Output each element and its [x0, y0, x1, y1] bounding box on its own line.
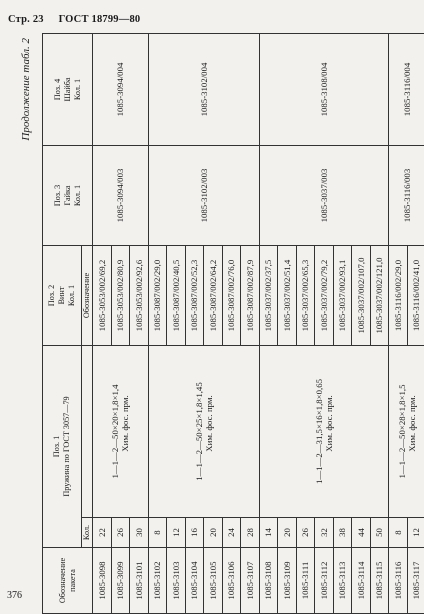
- package-designation: 1085-3105: [204, 548, 223, 614]
- package-designation: 1085-3102: [148, 548, 167, 614]
- table-row: [389, 34, 408, 614]
- package-designation: 1085-3116: [389, 548, 408, 614]
- spring-size: 1—1—2—50×25×1,8×1,45: [194, 349, 204, 514]
- package-designation: 1085-3112: [315, 548, 334, 614]
- table-row: [93, 34, 112, 614]
- pos3-line-1: Поз. 3: [53, 149, 63, 242]
- col-header-pos3: [43, 146, 93, 246]
- package-designation: 1085-3117: [407, 548, 424, 614]
- pos4-line-1: Поз. 4: [53, 37, 63, 142]
- package-designation: 1085-3101: [130, 548, 149, 614]
- screw-designation: 1085-3053/002/80,9: [111, 246, 130, 346]
- col-header-pos1: [43, 346, 82, 548]
- screw-designation: 1085-3116/002/29,0: [389, 246, 408, 346]
- package-designation: 1085-3108: [259, 548, 278, 614]
- package-designation: 1085-3098: [93, 548, 112, 614]
- spring-quantity: 20: [204, 518, 223, 548]
- nut-designation: 1085-3102/003: [148, 146, 259, 246]
- rotated-table-area: [20, 34, 418, 614]
- spring-coating: Хим. фос. прм.: [204, 349, 214, 514]
- spring-quantity: 50: [370, 518, 389, 548]
- package-designation: 1085-3107: [241, 548, 260, 614]
- specification-table: [42, 33, 424, 614]
- pos4-line-2: Шайба: [63, 37, 73, 142]
- spring-spec: [148, 346, 259, 518]
- washer-designation: 1085-3108/004: [259, 34, 389, 146]
- screw-designation: 1085-3037/002/121,0: [370, 246, 389, 346]
- spring-quantity: 8: [148, 518, 167, 548]
- pos2-line-3: Кол. 1: [67, 249, 77, 342]
- header-row-1: [43, 34, 82, 614]
- col-header-designation: Обозначение пакета: [43, 548, 93, 614]
- pos2-line-1: Поз. 2: [47, 249, 57, 342]
- screw-designation: 1085-3037/002/93,1: [333, 246, 352, 346]
- table-row: [259, 34, 278, 614]
- washer-designation: 1085-3094/004: [93, 34, 149, 146]
- spring-quantity: 24: [222, 518, 241, 548]
- package-designation: 1085-3099: [111, 548, 130, 614]
- screw-designation: 1085-3037/002/79,2: [315, 246, 334, 346]
- pos3-line-2: Гайка: [63, 149, 73, 242]
- pos2-line-2: Винт: [57, 249, 67, 342]
- col-header-pos4: [43, 34, 93, 146]
- spring-quantity: 44: [352, 518, 371, 548]
- package-designation: 1085-3113: [333, 548, 352, 614]
- package-designation: 1085-3109: [278, 548, 297, 614]
- spring-size: 1—1—2—31,5×16×1,8×0,65: [314, 349, 324, 514]
- screw-designation: 1085-3037/002/107,0: [352, 246, 371, 346]
- spring-coating: Хим. фос. прм.: [407, 349, 417, 514]
- pos3-line-3: Кол. 1: [73, 149, 83, 242]
- screw-designation: 1085-3053/002/92,6: [130, 246, 149, 346]
- spring-quantity: 20: [278, 518, 297, 548]
- package-designation: 1085-3111: [296, 548, 315, 614]
- package-designation: 1085-3103: [167, 548, 186, 614]
- screw-designation: 1085-3037/002/51,4: [278, 246, 297, 346]
- screw-designation: 1085-3053/002/69,2: [93, 246, 112, 346]
- spring-coating: Хим. фос. прм.: [120, 349, 130, 514]
- screw-designation: 1085-3087/002/40,5: [167, 246, 186, 346]
- screw-designation: 1085-3087/002/64,2: [204, 246, 223, 346]
- spring-size: 1—1—2—50×28×1,8×1,5: [397, 349, 407, 514]
- standard-number: ГОСТ 18799—80: [59, 14, 141, 25]
- col-header-pos1-spacer: [82, 346, 93, 518]
- package-designation: 1085-3104: [185, 548, 204, 614]
- washer-designation: 1085-3102/004: [148, 34, 259, 146]
- package-designation: 1085-3115: [370, 548, 389, 614]
- pos4-line-3: Кол. 1: [73, 37, 83, 142]
- spring-quantity: 22: [93, 518, 112, 548]
- nut-designation: 1085-3116/003: [389, 146, 424, 246]
- washer-designation: 1085-3116/004: [389, 34, 424, 146]
- spring-quantity: 28: [241, 518, 260, 548]
- package-designation: 1085-3106: [222, 548, 241, 614]
- screw-designation: 1085-3116/002/41,0: [407, 246, 424, 346]
- table-row: [148, 34, 167, 614]
- table-body: [93, 34, 424, 614]
- spring-quantity: 14: [259, 518, 278, 548]
- nut-designation: 1085-3037/003: [259, 146, 389, 246]
- pos1-subtitle: Пружина по ГОСТ 3057—79: [62, 349, 72, 544]
- spring-spec: [389, 346, 424, 518]
- screw-designation: 1085-3037/002/65,3: [296, 246, 315, 346]
- page-number: 376: [7, 590, 22, 601]
- screw-designation: 1085-3087/002/87,9: [241, 246, 260, 346]
- spring-quantity: 26: [296, 518, 315, 548]
- screw-designation: 1085-3087/002/76,0: [222, 246, 241, 346]
- spring-quantity: 12: [167, 518, 186, 548]
- spring-quantity: 38: [333, 518, 352, 548]
- page-label: Стр. 23: [8, 14, 44, 25]
- screw-designation: 1085-3087/002/52,3: [185, 246, 204, 346]
- screw-designation: 1085-3087/002/29,0: [148, 246, 167, 346]
- package-designation: 1085-3114: [352, 548, 371, 614]
- spring-size: 1—1—2—50×20×1,8×1,4: [110, 349, 120, 514]
- spring-quantity: 12: [407, 518, 424, 548]
- spring-quantity: 8: [389, 518, 408, 548]
- col-header-turns: Кол.: [82, 518, 93, 548]
- spring-quantity: 30: [130, 518, 149, 548]
- screw-designation: 1085-3037/002/37,5: [259, 246, 278, 346]
- nut-designation: 1085-3094/003: [93, 146, 149, 246]
- spring-quantity: 16: [185, 518, 204, 548]
- spring-quantity: 26: [111, 518, 130, 548]
- col-header-pos2: [43, 246, 82, 346]
- spring-coating: Хим. фос. прм.: [324, 349, 334, 514]
- spring-quantity: 32: [315, 518, 334, 548]
- spring-spec: [259, 346, 389, 518]
- continuation-caption: Продолжение табл. 2: [20, 38, 36, 141]
- pos1-title: Поз. 1: [52, 349, 62, 544]
- col-header-pos2-designation: Обозначение: [82, 246, 93, 346]
- spring-spec: [93, 346, 149, 518]
- page-header: [8, 14, 152, 25]
